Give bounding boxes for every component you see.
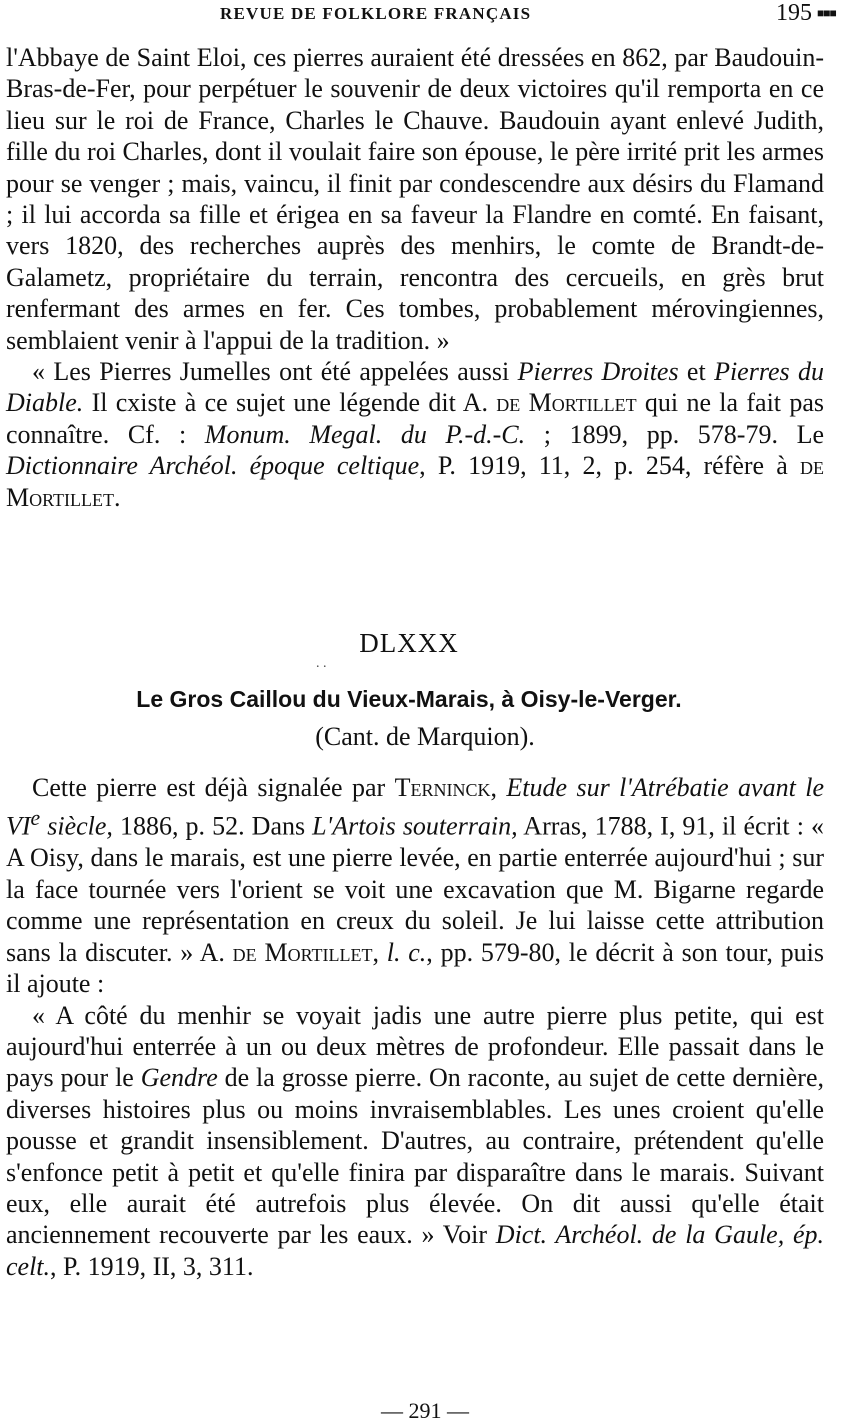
page-header (0, 0, 850, 34)
p2-author-mortillet: de Mortillet (496, 388, 637, 418)
p3-author-mortillet: de Mortillet (232, 937, 373, 967)
running-head: REVUE DE FOLKLORE FRANÇAIS (220, 4, 532, 23)
p3-text-m: , pp. 579-80, le décrit à son tour, puis il ajoute : (6, 937, 824, 999)
paragraph-3 (6, 772, 824, 1000)
p2-text-g: qui ne la fait pas connaître. Cf. : (6, 388, 824, 449)
p4-italic-dict: Dict. Archéol. de la Gaule, ép. celt. (6, 1220, 824, 1281)
p4-italic-gendre: Gendre (140, 1063, 218, 1093)
p2-text-e: Il cxiste à ce sujet une légende dit A. (83, 388, 497, 418)
p3-italic-artois: L'Artois souterrain, (312, 812, 518, 842)
p3-text-a: Cette pierre est déjà signalée par (32, 773, 395, 802)
p3-author-terninck: Terninck (394, 773, 491, 802)
p2-text-c: et (678, 357, 715, 387)
p3-superscript: e (30, 806, 41, 831)
p3-text-g: 1886, p. 52. Dans (112, 812, 313, 842)
p3-italic-etude: Etude sur l'Atrébatie avant le VI (6, 773, 825, 842)
section-separator: . . (316, 656, 327, 671)
p2-italic-dictionnaire: Dictionnaire Archéol. époque celtique (6, 451, 420, 481)
section-title: Le Gros Caillou du Vieux-Marais, à Oisy-le-Verger. (136, 686, 682, 712)
paragraph-1 (6, 42, 824, 356)
p2-text-k: , P. 1919, 11, 2, p. 254, réfère à (419, 451, 800, 481)
p4-text-c: de la grosse pierre. On raconte, au sujet de cette dernière, diverses histoires plus ou moins invraisemblables. Les unes croient qu'elle pousse et grandit insensiblement. D'autres, au contraire, prétendent qu'elle s'enfonce petit à petit et qu'elle finira par disparaître dans le marais. Suivant eux, elle aurait été autrefois plus élevée. On dit aussi qu'elle était anciennement recouverte par les eaux. » Voir (6, 1063, 824, 1250)
p2-italic-pierres-droites: Pierres Droites (517, 357, 679, 387)
p4-text-e: , P. 1919, II, 3, 311. (50, 1251, 254, 1281)
paragraph-1-text: l'Abbaye de Saint Eloi, ces pierres auraient été dressées en 862, par Baudouin-Bras-de-Fer, pour perpétuer le souvenir de deux victoires qu'il remporta en ce lieu sur le roi de France, Charles le Chauve. Baudouin ayant enlevé Judith, fille du roi Charles, dont il voulait faire son épouse, le père irrité prit les armes pour se venger ; mais, vaincu, il finit par condescendre aux désirs du Flamand ; il lui accorda sa fille et érigea en sa faveur la Flandre en comté. En faisant, vers 1820, des recherches auprès des menhirs, le comte de Brandt-de-Galametz, propriétaire du terrain, rencontra des cercueils, en grès brut renfermant des armes en fer. Ces tombes, probablement mérovingiennes, semblaient venir à l'appui de la tradition. » (6, 43, 824, 355)
p2-text-i: ; 1899, pp. 578-79. Le (525, 419, 824, 449)
paragraph-4 (6, 1000, 824, 1283)
p3-text-c: , (490, 773, 507, 802)
footer-page-number: — 291 — (381, 1398, 469, 1423)
p2-italic-pierres-du-diable: Pierres du Diable. (6, 357, 824, 418)
p3-text-k: , (372, 937, 387, 967)
p3-italic-lc: l. c. (386, 937, 427, 967)
top-text-block (6, 42, 824, 513)
p3-italic-siecle: siècle, (40, 812, 113, 842)
body-text-block (6, 772, 824, 1282)
page-marks: ■■■ (817, 6, 836, 20)
p2-text-a: « Les Pierres Jumelles ont été appelées aussi (32, 357, 518, 387)
p2-italic-monum: Monum. Megal. du P.-d.-C. (204, 419, 526, 449)
p2-text-m: . (114, 482, 121, 512)
section-number: DLXXX (359, 628, 459, 658)
header-page-number: 195 (776, 0, 812, 26)
section-subtitle: (Cant. de Marquion). (315, 722, 535, 751)
paragraph-2 (6, 356, 824, 513)
p4-text-a: « A côté du menhir se voyait jadis une autre pierre plus petite, qui est aujourd'hui enterrée à un ou deux mètres de profondeur. Elle passait dans le pays pour le (6, 1000, 824, 1093)
p2-author-mortillet-2: de Mortillet (6, 451, 824, 512)
p3-text-i: Arras, 1788, I, 91, il écrit : « A Oisy, dans le marais, est une pierre levée, en partie enterrée aujourd'hui ; sur la face tournée vers l'orient se voit une excavation que M. Bigarne regarde comme une représentation en creux du soleil. Je lui laisse cette attribution sans la discuter. » A. (6, 812, 824, 967)
